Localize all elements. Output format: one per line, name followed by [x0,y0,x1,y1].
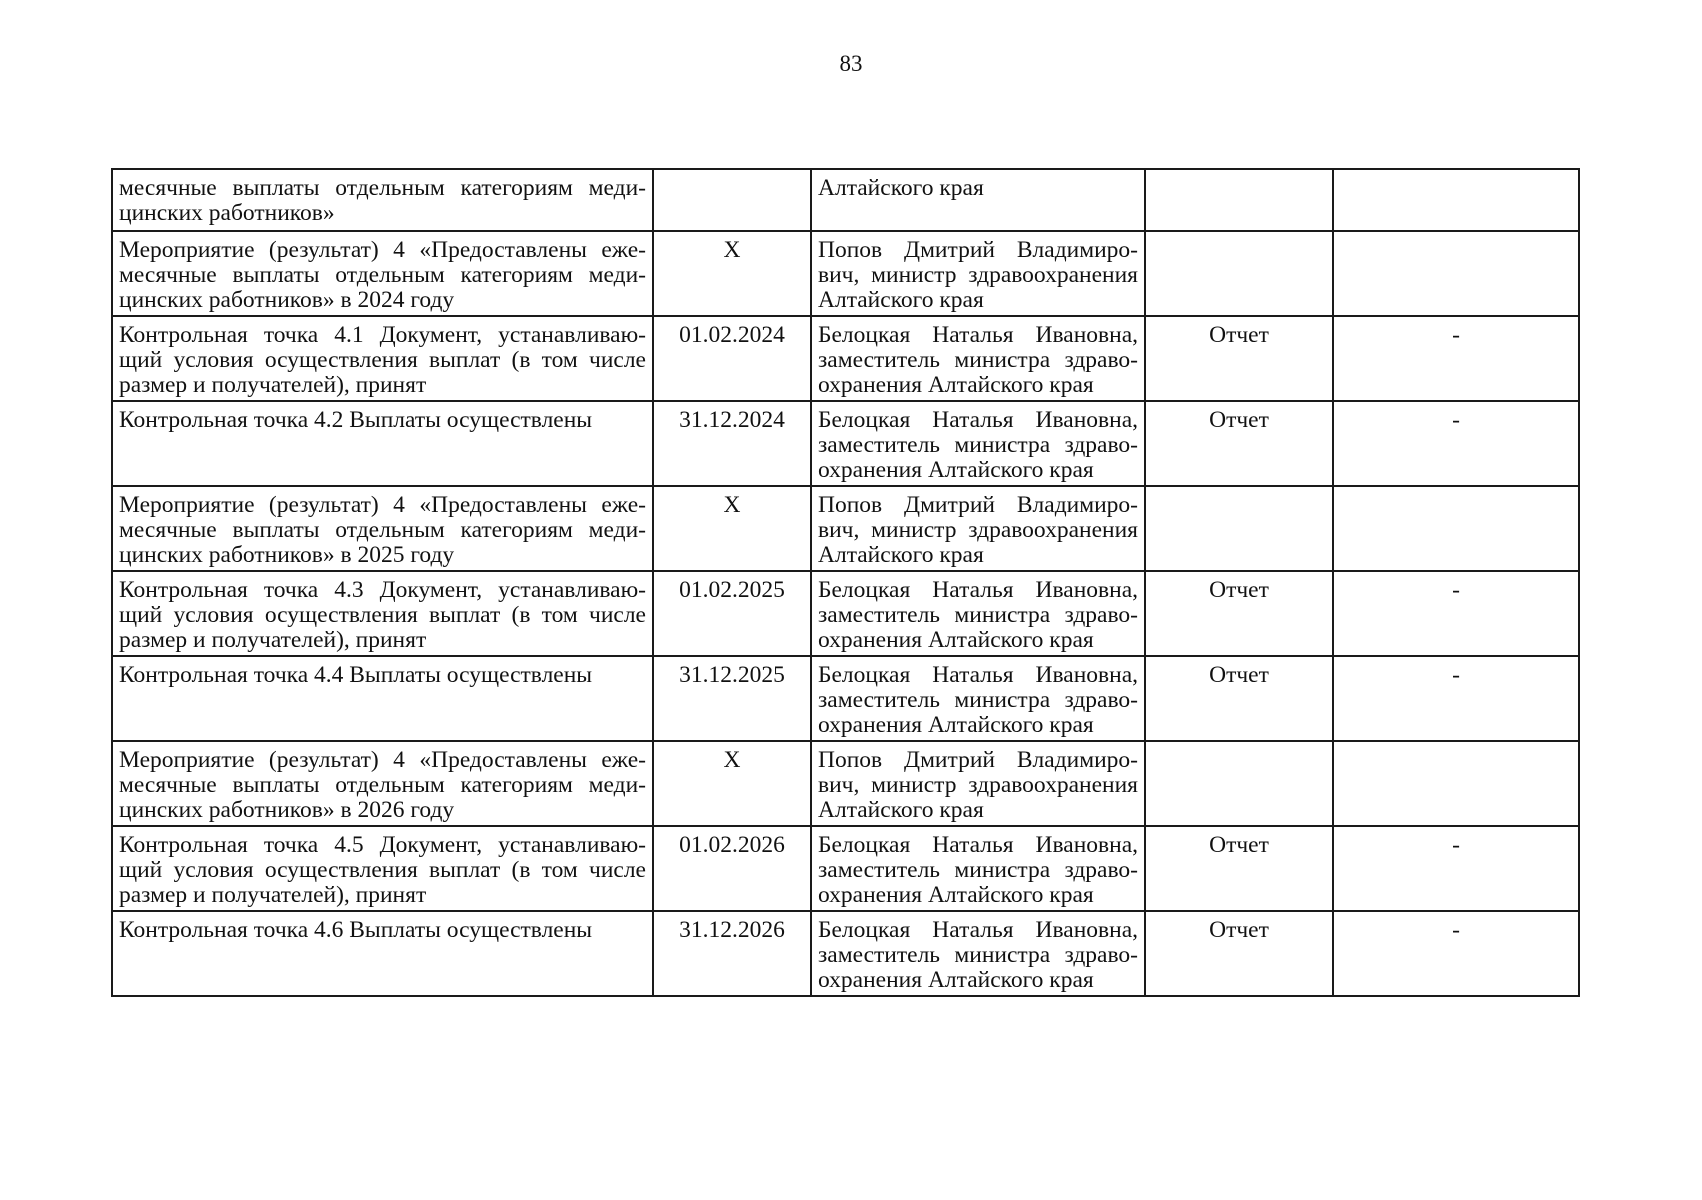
responsible-cell: Белоцкая Наталья Ивановна, заместитель министра здраво-охранения Алтайского края [811,911,1145,996]
deadline-cell: 31.12.2026 [653,911,811,996]
info-system-cell: - [1333,911,1579,996]
deadline-cell: X [653,741,811,826]
table-row [112,571,1579,656]
responsible-cell: Белоцкая Наталья Ивановна, заместитель министра здраво-охранения Алтайского края [811,826,1145,911]
document-type-cell: Отчет [1145,826,1333,911]
document-type-cell [1145,231,1333,316]
info-system-cell: - [1333,826,1579,911]
event-name-cell: Контрольная точка 4.6 Выплаты осуществлены [112,911,653,996]
event-name-cell: Мероприятие (результат) 4 «Предоставлены еже-месячные выплаты отдельным категориям меди-цинских работников» в 2026 году [112,741,653,826]
event-name-cell: Контрольная точка 4.1 Документ, устанавливаю-щий условия осуществления выплат (в том числе размер и получателей), принят [112,316,653,401]
info-system-cell: - [1333,401,1579,486]
event-name-cell: Мероприятие (результат) 4 «Предоставлены еже-месячные выплаты отдельным категориям меди-цинских работников» в 2024 году [112,231,653,316]
responsible-cell: Попов Дмитрий Владимиро-вич, министр здравоохранения Алтайского края [811,486,1145,571]
document-type-cell: Отчет [1145,911,1333,996]
responsible-cell: Попов Дмитрий Владимиро-вич, министр здравоохранения Алтайского края [811,231,1145,316]
document-type-cell: Отчет [1145,571,1333,656]
document-type-cell: Отчет [1145,401,1333,486]
deadline-cell [653,169,811,231]
table-row [112,486,1579,571]
table-row [112,826,1579,911]
info-system-cell [1333,741,1579,826]
document-type-cell [1145,486,1333,571]
deadline-cell: X [653,231,811,316]
document-type-cell [1145,169,1333,231]
table-row [112,656,1579,741]
table-row [112,231,1579,316]
event-name-cell: Контрольная точка 4.2 Выплаты осуществлены [112,401,653,486]
info-system-cell: - [1333,571,1579,656]
plan-table [111,168,1580,997]
info-system-cell: - [1333,316,1579,401]
document-type-cell [1145,741,1333,826]
deadline-cell: 01.02.2024 [653,316,811,401]
table-row [112,169,1579,231]
responsible-cell: Белоцкая Наталья Ивановна, заместитель министра здраво-охранения Алтайского края [811,401,1145,486]
deadline-cell: X [653,486,811,571]
table-row [112,911,1579,996]
event-name-cell: месячные выплаты отдельным категориям меди-цинских работников» [112,169,653,231]
event-name-cell: Контрольная точка 4.3 Документ, устанавливаю-щий условия осуществления выплат (в том числе размер и получателей), принят [112,571,653,656]
deadline-cell: 01.02.2025 [653,571,811,656]
table-row [112,401,1579,486]
responsible-cell: Белоцкая Наталья Ивановна, заместитель министра здраво-охранения Алтайского края [811,571,1145,656]
deadline-cell: 31.12.2025 [653,656,811,741]
deadline-cell: 31.12.2024 [653,401,811,486]
document-type-cell: Отчет [1145,656,1333,741]
info-system-cell [1333,486,1579,571]
event-name-cell: Мероприятие (результат) 4 «Предоставлены еже-месячные выплаты отдельным категориям меди-цинских работников» в 2025 году [112,486,653,571]
event-name-cell: Контрольная точка 4.4 Выплаты осуществлены [112,656,653,741]
table-row [112,316,1579,401]
info-system-cell: - [1333,656,1579,741]
info-system-cell [1333,169,1579,231]
event-name-cell: Контрольная точка 4.5 Документ, устанавливаю-щий условия осуществления выплат (в том числе размер и получателей), принят [112,826,653,911]
responsible-cell: Попов Дмитрий Владимиро-вич, министр здравоохранения Алтайского края [811,741,1145,826]
document-type-cell: Отчет [1145,316,1333,401]
deadline-cell: 01.02.2026 [653,826,811,911]
responsible-cell: Белоцкая Наталья Ивановна, заместитель министра здраво-охранения Алтайского края [811,656,1145,741]
page-number: 83 [839,51,863,76]
info-system-cell [1333,231,1579,316]
responsible-cell: Белоцкая Наталья Ивановна, заместитель министра здраво-охранения Алтайского края [811,316,1145,401]
table-row [112,741,1579,826]
responsible-cell: Алтайского края [811,169,1145,231]
